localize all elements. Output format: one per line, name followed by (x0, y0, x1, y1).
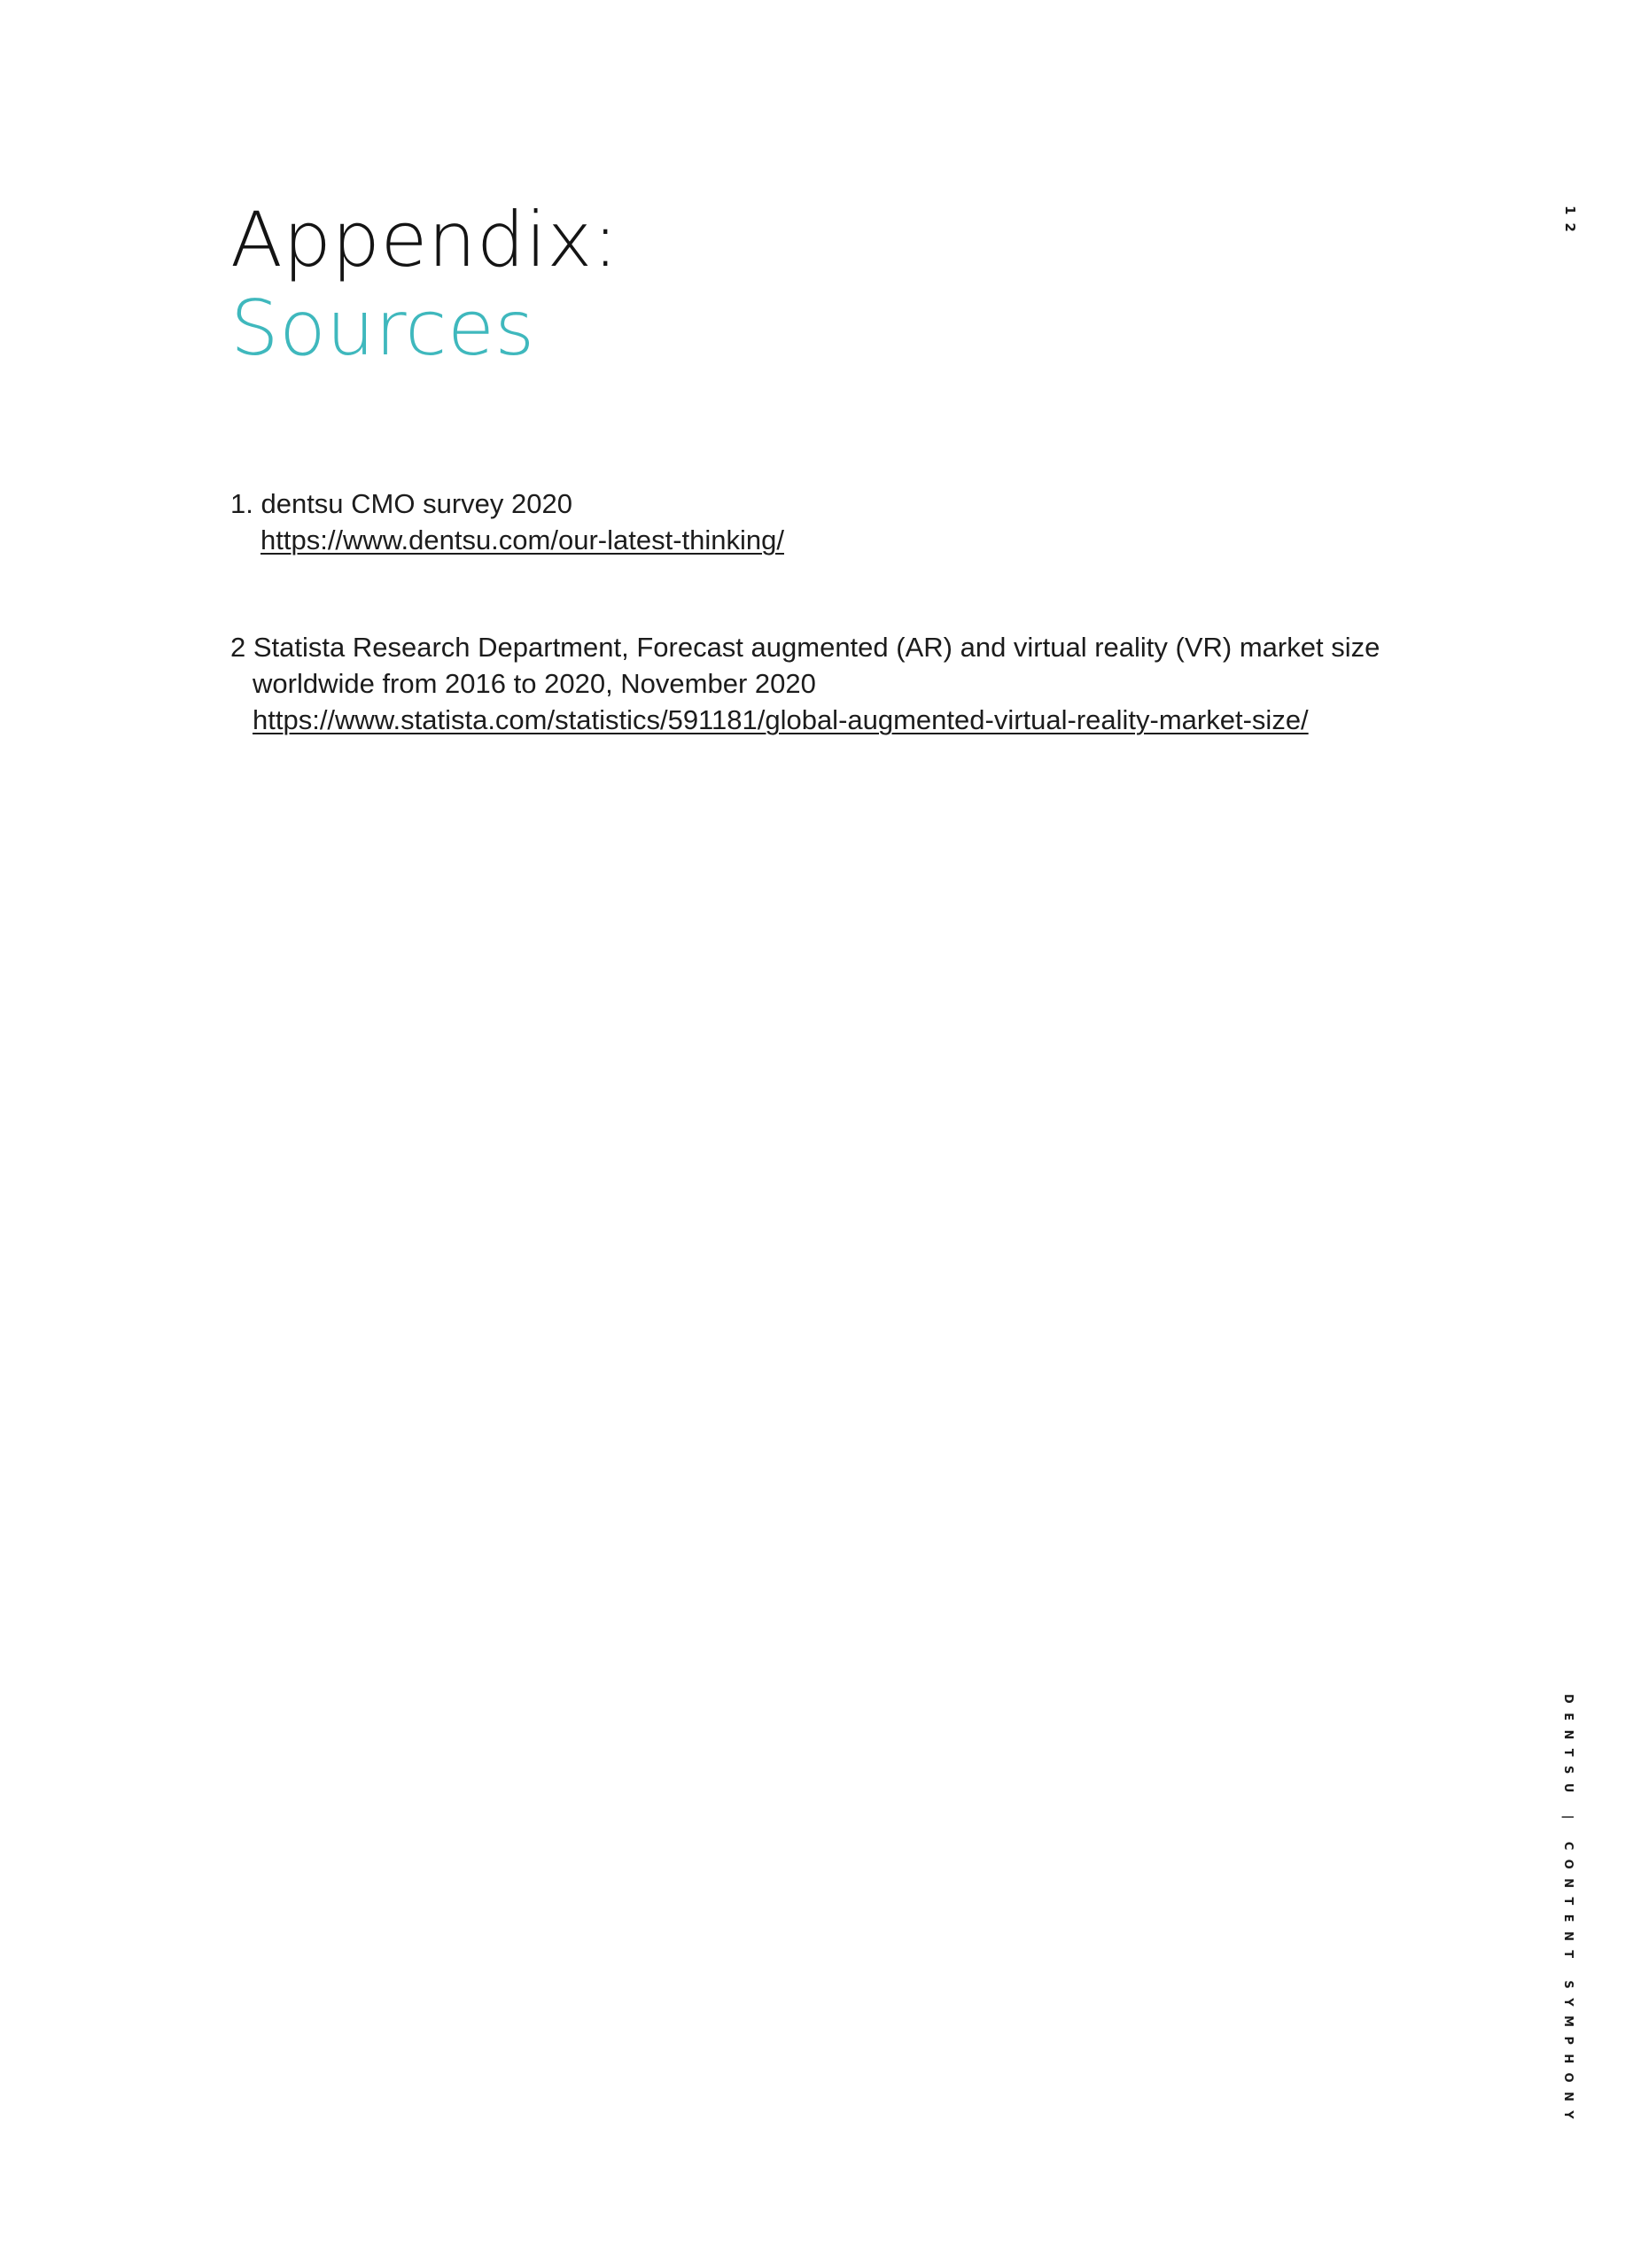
source-1-text: 1. dentsu CMO survey 2020 (230, 488, 572, 519)
source-1-link-wrap (230, 522, 1471, 558)
source-2-text-line2: worldwide from 2016 to 2020, November 2020 (253, 668, 816, 699)
title-sources: Sources (230, 284, 535, 373)
footer-brand: DENTSU | CONTENT SYMPHONY (1561, 1694, 1575, 2129)
source-2-link-wrap (230, 702, 1471, 738)
page-number: 12 (1562, 206, 1578, 240)
source-item-1 (230, 485, 1471, 558)
title-appendix: Appendix: (230, 196, 619, 284)
source-2-link[interactable]: https://www.statista.com/statistics/591181/global-augmented-virtual-reality-market-size/ (253, 704, 1309, 735)
page-title (230, 197, 618, 374)
sources-list (230, 485, 1471, 738)
source-2-text-line1: 2 Statista Research Department, Forecast augmented (AR) and virtual reality (VR) market size (230, 632, 1380, 663)
source-item-2 (230, 629, 1471, 738)
source-1-link[interactable]: https://www.dentsu.com/our-latest-thinking/ (261, 524, 784, 555)
